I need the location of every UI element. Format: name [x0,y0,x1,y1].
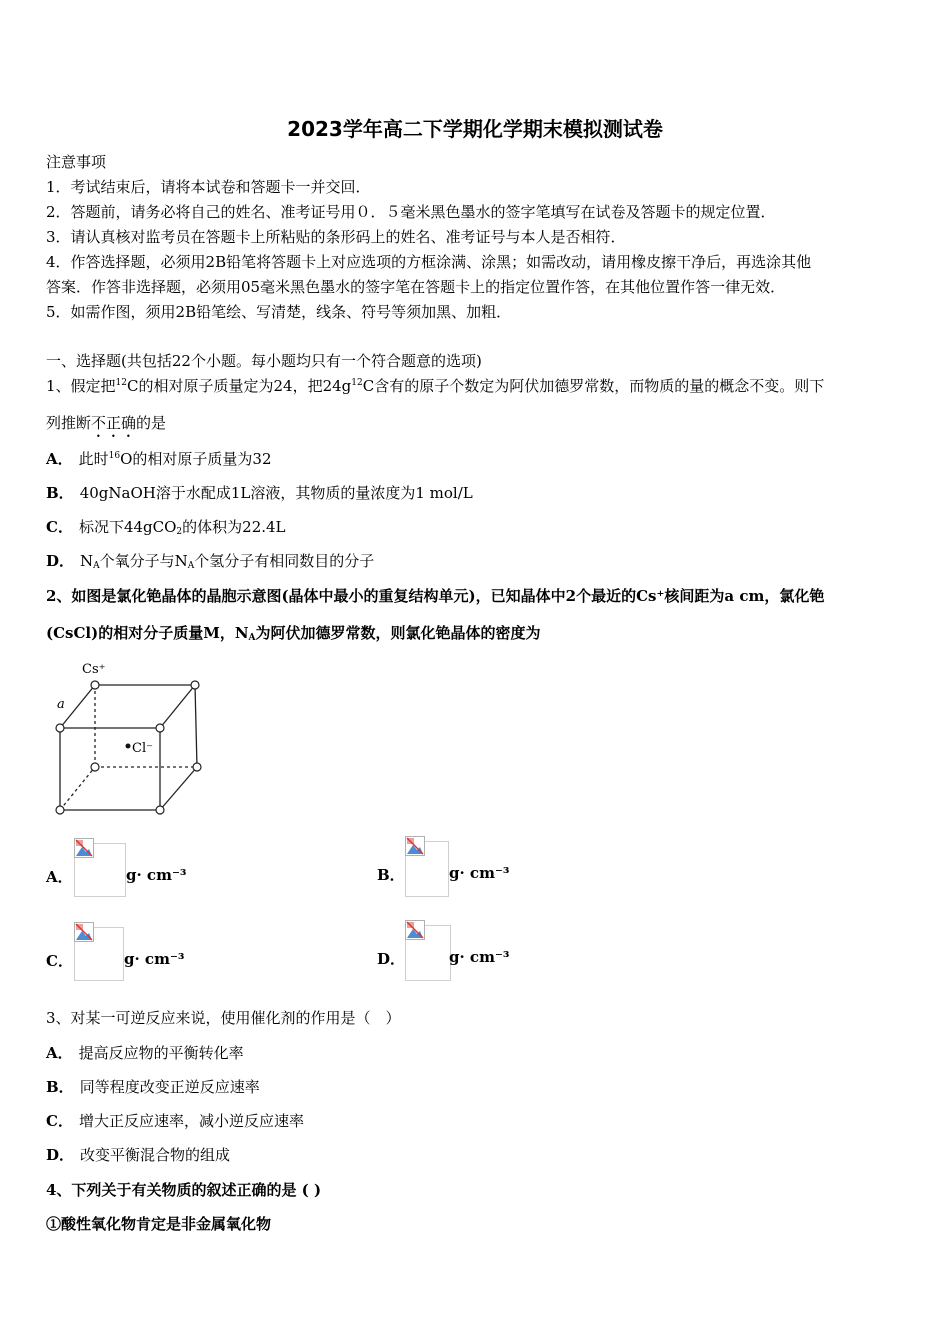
q4-stem: 4、下列关于有关物质的叙述正确的是 ( ) [46,1181,322,1199]
edge-label: a [57,697,65,712]
q3-option-a: A． 提高反应物的平衡转化率 [46,1044,244,1062]
cs-ion [91,763,99,771]
q2-stem-line2: (CsCl)的相对分子质量M，$N_A$为阿伏加德罗常数，则氯化铯晶体的密度为 [46,624,541,643]
cs-ion [91,681,99,689]
section-heading: 一、选择题(共包括22个小题。每小题均只有一个符合题意的选项) [46,352,482,370]
q2-option-a: A． g· cm⁻³ [46,838,306,898]
notice-item: 1．考试结束后，请将本试卷和答题卡一并交回． [46,178,371,196]
q1-stem-line2: 列推断不正确的是 [46,414,167,432]
q1-option-a: A． 此时$^{16}$O的相对原子质量为32 [46,450,272,468]
cl-ion [126,744,131,749]
q4-item-1: ①酸性氧化物肯定是非金属氧化物 [46,1215,272,1233]
cs-label: Cs⁺ [82,662,106,677]
q2-stem-line1: 2、如图是氯化铯晶体的晶胞示意图(晶体中最小的重复结构单元)，已知晶体中2个最近的Cs⁺核间距为a cm，氯化铯 [46,587,825,605]
q3-option-c: C． 增大正反应速率，减小逆反应速率 [46,1112,304,1130]
emphasis-text: 不正确 [91,414,137,432]
q2-option-c: C． g· cm⁻³ [46,922,306,982]
q1-stem-line1: 1、假定把$^{12}$C的相对原子质量定为24，把$24g^{12}C$含有的原子个数定为阿伏加德罗常数，而物质的量的概念不变。则下 [46,377,825,395]
q1-option-d: D． $N_A$个氧分子与$N_A$个氢分子有相同数目的分子 [46,552,375,571]
cs-ion [156,806,164,814]
page-title: 2023学年高二下学期化学期末模拟测试卷 [287,117,663,141]
broken-image-icon [74,922,94,942]
cl-label: Cl⁻ [132,741,153,756]
cs-ion [56,806,64,814]
cs-ion [156,724,164,732]
broken-image-icon [405,920,425,940]
cs-ion [193,763,201,771]
q2-option-d: D． g· cm⁻³ [377,920,637,980]
cscl-unit-cell-diagram [50,660,210,820]
cs-ion [191,681,199,689]
notice-heading: 注意事项 [46,153,107,171]
notice-item: 3．请认真核对监考员在答题卡上所粘贴的条形码上的姓名、准考证号与本人是否相符． [46,228,626,246]
broken-image-icon [405,836,425,856]
broken-image-icon [74,838,94,858]
notice-item: 2．答题前，请务必将自己的姓名、准考证号用０．５毫米黑色墨水的签字笔填写在试卷及答题卡的规定位置． [46,203,776,221]
notice-item: 答案．作答非选择题，必须用05毫米黑色墨水的签字笔在答题卡上的指定位置作答，在其他位置作答一律无效． [46,278,786,296]
q1-option-c: C． 标况下44gCO$_2$的体积为22.4L [46,518,286,537]
q2-option-b: B． g· cm⁻³ [377,836,637,896]
q3-stem: 3、对某一可逆反应来说，使用催化剂的作用是（ ） [46,1009,401,1027]
cs-ion [56,724,64,732]
notice-item: 5．如需作图，须用2B铅笔绘、写清楚，线条、符号等须加黑、加粗． [46,303,512,321]
q3-option-d: D． 改变平衡混合物的组成 [46,1146,231,1164]
notice-item: 4．作答选择题，必须用2B铅笔将答题卡上对应选项的方框涂满、涂黑；如需改动，请用橡皮擦干净后，再选涂其他 [46,253,812,271]
q3-option-b: B． 同等程度改变正逆反应速率 [46,1078,260,1096]
q1-option-b: B． 40gNaOH溶于水配成1L溶液，其物质的量浓度为1 mol/L [46,484,473,502]
